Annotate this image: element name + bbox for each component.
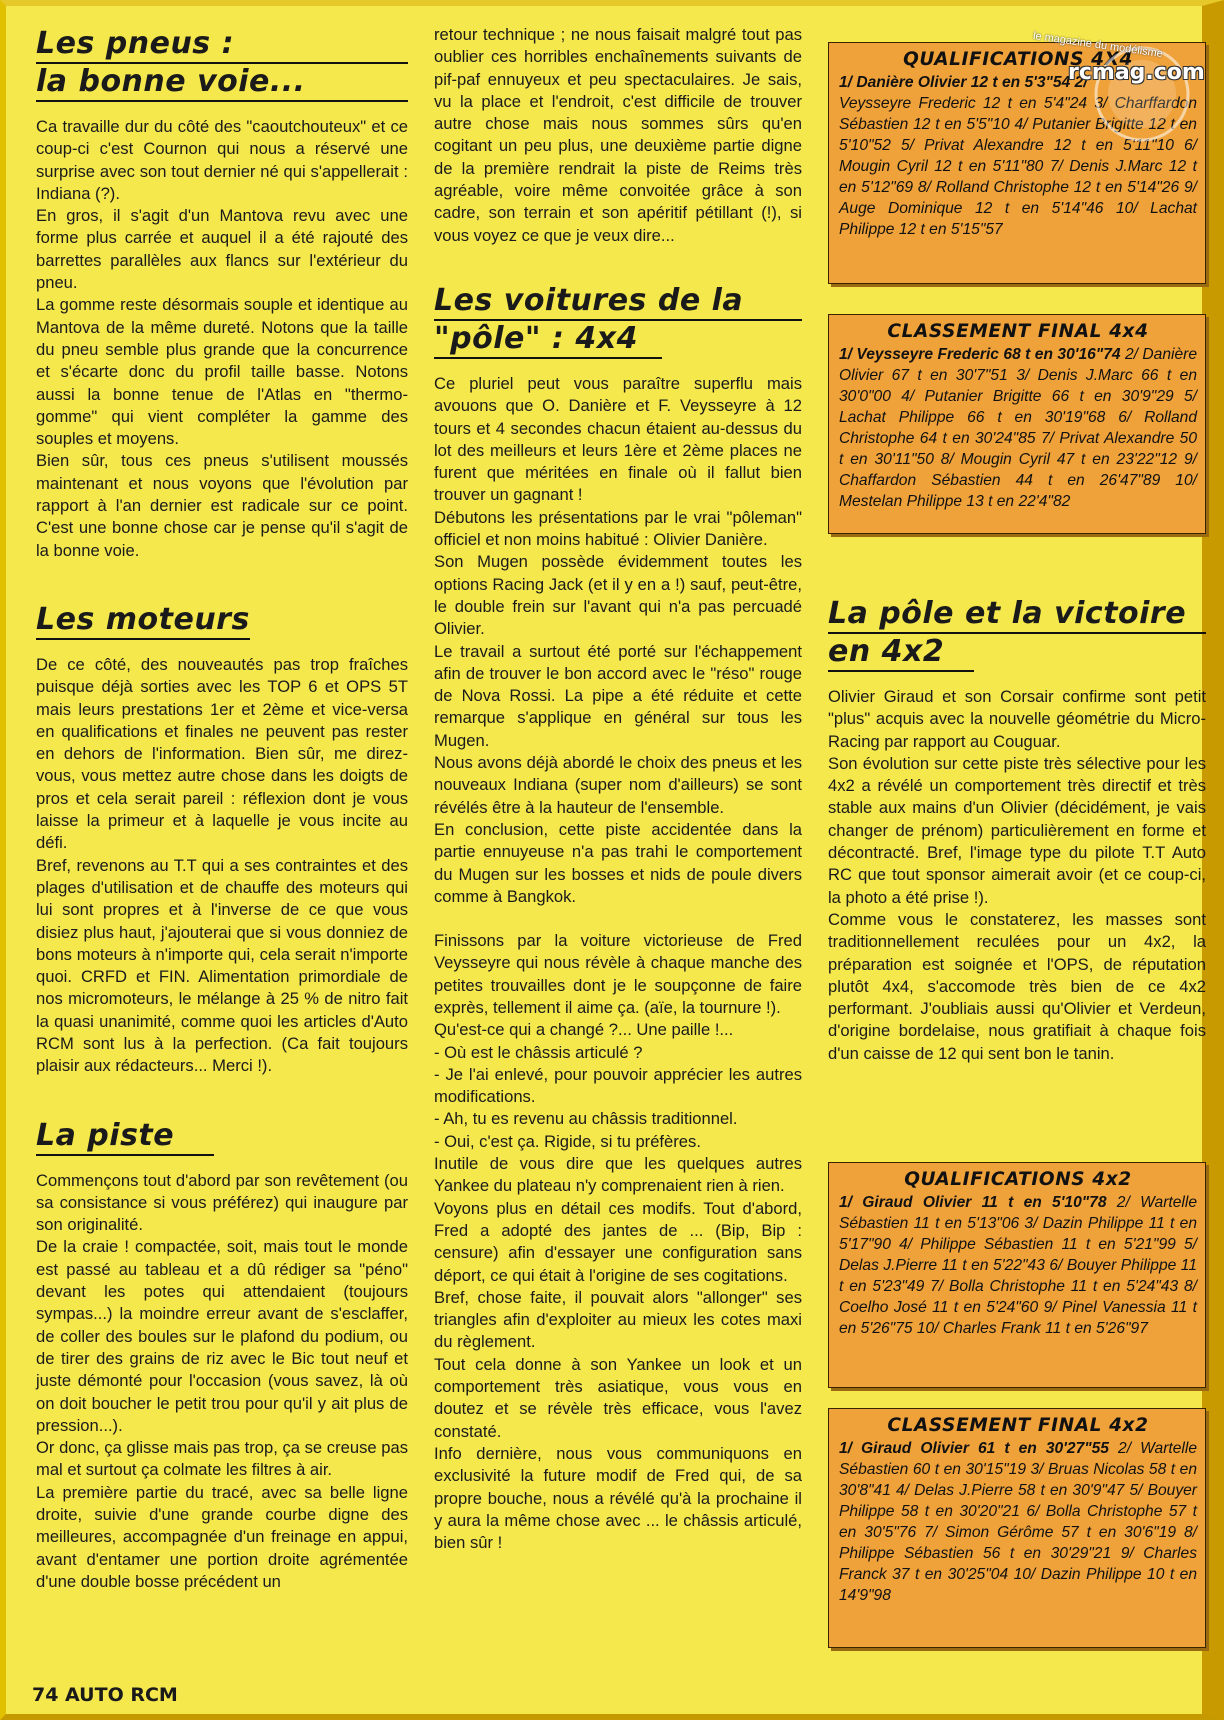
heading-line: en 4x2 [828,634,974,672]
paragraph: La première partie du tracé, avec sa belle ligne droite, suivie d'une grande courbe digne des meilleures, accompagnée d'un freinage en appui, avant d'entamer une portion droite agrémentée d'une double bosse précédent un [36,1482,408,1591]
paragraph: Commençons tout d'abord par son revêtement (ou sa consistance si vous préférez) qui inaugure par son originalité. [36,1170,408,1235]
box-title: QUALIFICATIONS 4x2 [904,1169,1132,1190]
box-title: QUALIFICATIONS 4X4 [903,49,1133,70]
paragraph: En conclusion, cette piste accidentée dans la partie ennuyeuse n'a pas trahi le comportement du Mugen sur les bosses et nids de poule divers comme à Bangkok. [434,819,802,906]
page-footer: 74 AUTO RCM [32,1684,178,1706]
paragraph: Inutile de vous dire que les quelques autres Yankee du plateau n'y comprenaient rien à rien. [434,1154,802,1196]
results-list: Veysseyre Frederic 12 t en 5'4"24 3/ Charffardon Sébastien 12 t en 5'5"10 4/ Putanier Brigitte 12 t en 5'10"52 5/ Privat Alexandre 12 t en 5'11"10 6/ Mougin Cyril 12 t en 5'11"80 7/ Denis J.Marc 12 t en 5'12"69 8/ Rolland Christophe 12 t en 5'14"26 9/ Auge Dominique 12 t en 5'14"46 10/ Lachat Philippe 12 t en 5'15"57 [839,95,1197,238]
paragraph: Finissons par la voiture victorieuse de Fred Veysseyre qui nous révèle à chaque manche des petites trouvailles dont je le soupçonne de faire exprès, tellement il aime ça. (aïe, la tournure !). [434,931,802,1017]
dialogue-line: - Oui, c'est ça. Rigide, si tu préfères. [434,1131,701,1151]
heading-pole-victoire [828,596,1206,672]
heading-line: Les moteurs [36,602,250,640]
results-box-final-4x2 [828,1408,1206,1648]
results-list: 2/ Wartelle Sébastien 11 t en 5'13"06 3/ Dazin Philippe 11 t en 5'17"90 4/ Philippe Sébastien 11 t en 5'21"99 5/ Delas J.Pierre 11 t en 5'22"43 6/ Bouyer Philippe 11 t en 5'23"49 7/ Bolla Christophe 11 t en 5'24"43 8/ Coelho José 11 t en 5'24"60 9/ Pinel Vanessia 11 t en 5'26"75 10/ Charles Frank 11 t en 5'26"97 [839,1194,1198,1337]
paragraph: Son Mugen possède évidemment toutes les options Racing Jack (et il y en a !) sauf, peut-être, le double frein sur l'avant qui n'a pas percuadé Olivier. [434,552,802,639]
box-title: CLASSEMENT FINAL 4x2 [887,1415,1149,1436]
paragraph: Tout cela donne à son Yankee un look et un comportement très asiatique, vous vous en doutez et se révèle très efficace, vous l'avez constaté. [434,1354,802,1441]
paragraph: De la craie ! compactée, soit, mais tout le monde est passé au tableau et a dû rédiger sa "péno" devant les potes qui attendaient (toujours sympas...) la moindre erreur avant de s'esclaffer, de coller des boules sur le plafond du podium, ou de tirer des grains de riz avec le Bic tout neuf et juste démonté pour l'occasion (vous savez, là où on doit boucher le petit trou pour qu'il y ait plus de pression...). [36,1237,408,1435]
winner-line: 1/ Giraud Olivier 11 t en 5'10"78 [839,1194,1107,1211]
results-text [839,1192,1197,1339]
watermark-tagline: le magazine du modélisme [1032,30,1164,61]
heading-piste [36,1118,408,1156]
heading-voitures-pole [434,283,802,359]
results-box-final-4x4 [828,314,1206,534]
paragraph: Voyons plus en détail ces modifs. Tout d'abord, Fred a adopté des jantes de ... (Bip, Bip : censure) afin d'essayer une configuration sans déport, ce qui était à l'origine de ses cogitations. [434,1198,802,1285]
heading-line: La piste [36,1118,214,1156]
paragraph: Débutons les présentations par le vrai "pôleman" officiel et non moins habitué : Olivier Danière. [434,507,802,550]
paragraph: Bref, chose faite, il pouvait alors "allonger" ses triangles afin d'exploiter au mieux les cotes maxi du règlement. [434,1287,802,1352]
paragraph: Son évolution sur cette piste très sélective pour les 4x2 a révélé un comportement très directif et très stable aux mains d'un Olivier (décidément, je vais changer de prénom) particulièrement en forme et décontracté. Bref, l'image type du pilote T.T Auto RC que tout sponsor aimerait avoir (et ce coup-ci, la photo a été prise !). [828,753,1206,907]
watermark-site: rcmag.com [1068,60,1205,85]
paragraph: Bref, revenons au T.T qui a ses contraintes et des plages d'utilisation et de chauffe des moteurs qui lui sont propres et à l'inverse de ce que vous disiez plus haut, j'ajouterai que si vous donniez de bons moteurs à n'importe qui, cela serait n'importe quoi. CRFD et FIN. Alimentation primordiale de nos micromoteurs, le mélange à 25 % de nitro fait la quasi unanimité, comme quoi les articles d'Auto RCM sont lus à la perfection. (Ca fait toujours plaisir aux rédacteurs... Merci !). [36,855,408,1076]
rcmag-watermark [1014,26,1208,144]
heading-moteurs [36,602,408,640]
dialogue-line: - Je l'ai enlevé, pour pouvoir apprécier les autres modifications. [434,1064,802,1107]
paragraph: Info dernière, nous vous communiquons en exclusivité la future modif de Fred qui, de sa propre bouche, nous a révélé qu'à la prochaine il y aura la même chose avec ... le châssis articulé, bien sûr ! [434,1443,802,1553]
paragraph: Ca travaille dur du côté des "caoutchouteux" et ce coup-ci c'est Cournon qui nous a réservé une surprise avec son tout dernier né qui s'appellerait : Indiana (?). [36,117,408,203]
winner-line: 1/ Giraud Olivier 61 t en 30'27"55 [839,1440,1109,1457]
paragraph: Ce pluriel peut vous paraître superflu mais avouons que O. Danière et F. Veysseyre à 12 tours et 4 secondes chacun étaient au-dessus du lot des meilleurs et leurs 1ère et 2ème places ne furent que méritées en finale où il fallut bien trouver un gagnant ! [434,373,802,505]
results-list: 2/ Danière Olivier 67 t en 30'7"51 3/ Denis J.Marc 66 t en 30'0"00 4/ Putanier Brigitte 66 t en 30'9"29 5/ Lachat Philippe 66 t en 30'19"68 6/ Rolland Christophe 64 t en 30'24"85 7/ Privat Alexandre 50 t en 30'11"50 8/ Mougin Cyril 47 t en 23'22"12 9/ Chaffardon Sébastien 44 t en 26'47"89 10/ Mestelan Philippe 13 t en 22'4"82 [839,346,1198,510]
winner-line: 1/ Danière Olivier 12 t en 5'3"54 2/ [839,74,1088,91]
paragraph: Bien sûr, tous ces pneus s'utilisent moussés maintenant et nous voyons que l'évolution par rapport à l'an dernier est radicale sur ce point. C'est une bonne chose car je pense qu'il s'agit de la bonne voie. [36,451,408,560]
paragraph: Nous avons déjà abordé le choix des pneus et les nouveaux Indiana (super nom d'ailleurs) se sont révélés être à la hauteur de l'ensemble. [434,753,802,817]
box-title: CLASSEMENT FINAL 4x4 [887,321,1149,342]
results-text [839,1438,1197,1606]
heading-line: La pôle et la victoire [828,596,1206,634]
dialogue-line: - Où est le châssis articulé ? [434,1042,643,1062]
column-middle [434,24,802,1554]
paragraph: Le travail a surtout été porté sur l'échappement afin de trouver le bon accord avec le "réso" rouge de Nova Rossi. La pipe a été réduite et cette remarque s'applique en général sur tous les Mugen. [434,641,802,750]
column-left [36,26,408,1593]
paragraph: Olivier Giraud et son Corsair confirme sont petit "plus" acquis avec la nouvelle géométrie du Micro-Racing par rapport au Couguar. [828,687,1206,751]
heading-line: Les pneus : [36,26,408,64]
paragraph: Comme vous le constaterez, les masses sont traditionnellement reculées pour un 4x2, la préparation est soignée et l'OPS, de réputation plutôt 4x4, s'accomode très bien de ce 4x2 performant. J'oubliais aussi qu'Olivier et Verdeun, d'origine bordelaise, nous gratifiait à chaque fois d'un caisse de 12 qui sent bon le tanin. [828,909,1206,1063]
heading-line: "pôle" : 4x4 [434,321,662,359]
results-box-qualifications-4x2 [828,1162,1206,1388]
paragraph: Or donc, ça glisse mais pas trop, ça se creuse pas mal et surtout ça colmate les filtres à air. [36,1438,408,1480]
winner-line: 1/ Veysseyre Frederic 68 t en 30'16"74 [839,346,1121,363]
paragraph: Qu'est-ce qui a changé ?... Une paille !... [434,1020,734,1040]
paragraph: La gomme reste désormais souple et identique au Mantova de la même dureté. Notons que la taille du pneu semble plus grande que la concurrence et s'écarte donc du profil taille basse. Notons aussi la bonne tenue de l'Atlas en "thermo-gomme" qui vient compléter la gamme des souples et moyens. [36,295,408,449]
heading-line: la bonne voie... [36,64,408,102]
column-right [828,596,1206,1065]
paragraph: En gros, il s'agit d'un Mantova revu avec une forme plus carrée et auquel il a été rajouté des barrettes parallèles aux flancs sur l'extérieur du pneu. [36,206,408,293]
heading-pneus [36,26,408,102]
results-list: 2/ Wartelle Sébastien 60 t en 30'15"19 3/ Bruas Nicolas 58 t en 30'8"41 4/ Delas J.Pierre 58 t en 30'9"47 5/ Bouyer Philippe 58 t en 30'20"21 6/ Bolla Christophe 57 t en 30'5"76 7/ Simon Gérôme 57 t en 30'6"19 8/ Philippe Sébastien 56 t en 30'29"21 9/ Charles Franck 37 t en 30'25"04 10/ Dazin Philippe 10 t en 14'9"98 [839,1440,1197,1604]
paragraph: De ce côté, des nouveautés pas trop fraîches puisque déjà sorties avec les TOP 6 et OPS 5T mais leurs prestations 1er et 2ème et vice-versa en qualifications et finales ne peuvent pas rester en dehors de l'information. Bien sûr, me direz-vous, vous mettez autre chose dans les doigts de pros et cela serait pareil : réflexion dont je vous laisse la primeur et à laquelle je vous incite au défi. [36,654,408,853]
paragraph: retour technique ; ne nous faisait malgré tout pas oublier ces horribles enchaînements suivants de pif-paf ennuyeux et peu spectaculaires. Je sais, vu la place et l'endroit, c'est difficile de trouver autre chose mais nous sommes sûrs qu'en cogitant un peu plus, une deuxième partie digne de la première rendrait la piste de Reims très agréable, voire même convoitée grâce à son cadre, son terrain et son apéritif pétillant (!), si vous voyez ce que je veux dire... [434,25,802,245]
dialogue-line: - Ah, tu es revenu au châssis traditionnel. [434,1109,738,1129]
heading-line: Les voitures de la [434,283,802,321]
results-text [839,344,1197,512]
